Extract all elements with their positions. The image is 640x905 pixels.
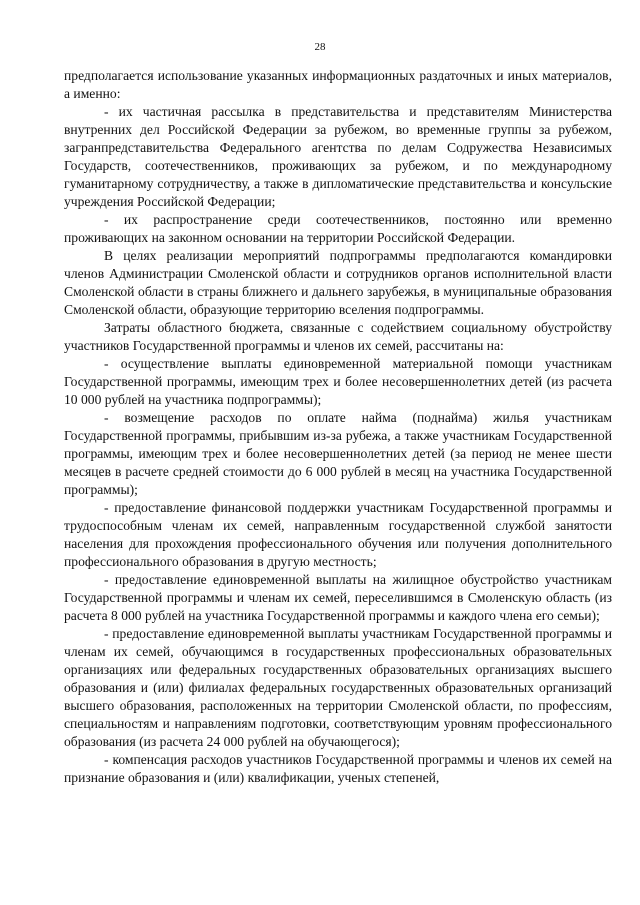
page-number: 28 [314, 41, 326, 53]
list-item-housing-rent: - возмещение расходов по оплате найма (поднайма) жилья участникам Государственной программы, прибывшим из-за рубежа, а также участникам Государственной программы, имеющим трех и более несовершеннолетних детей (за период не менее шести месяцев в расчете средней стоимости до 6 000 рублей в месяц на участника Государственной программы); [64, 410, 612, 497]
paragraph-continuation: предполагается использование указанных информационных раздаточных и иных материалов, а именно: [64, 68, 612, 101]
paragraph-business-trips: В целях реализации мероприятий подпрограммы предполагаются командировки членов Администрации Смоленской области и сотрудников органов исполнительной власти Смоленской области в страны ближнего и дальнего зарубежья, в муниципальные образования Смоленской области, образующие территорию вселения подпрограммы. [64, 248, 612, 317]
body-text [64, 67, 612, 787]
list-item-qualification-compensation: - компенсация расходов участников Государственной программы и членов их семей на признание образования и (или) квалификации, ученых степеней, [64, 752, 612, 785]
list-item-distribution: - их частичная рассылка в представительства и представителям Министерства внутренних дел Российской Федерации за рубежом, во временные группы за рубежом, загранпредставительства Федерального агентства по делам Содружества Независимых Государств, соотечественников, проживающих за рубежом, и по международному гуманитарному сотрудничеству, а также в дипломатические представительства и консульские учреждения Российской Федерации; [64, 104, 612, 209]
list-item-housing-payment: - предоставление единовременной выплаты на жилищное обустройство участникам Государственной программы и членам их семей, переселившимся в Смоленскую область (из расчета 8 000 рублей на участника Государственной программы и каждого члена его семьи); [64, 572, 612, 623]
list-item-material-assistance: - осуществление выплаты единовременной материальной помощи участникам Государственной программы, имеющим трех и более несовершеннолетних детей (из расчета 10 000 рублей на участника подпрограммы); [64, 356, 612, 407]
list-item-education-payment: - предоставление единовременной выплаты участникам Государственной программы и членам их семей, обучающимся в государственных профессиональных образовательных организациях или федеральных государственных образовательных организациях высшего образования и (или) филиалах федеральных государственных образовательных организаций высшего образования, расположенных на территории Смоленской области, по профессиям, специальностям и направлениям подготовки, соответствующим уровням профессионального образования (из расчета 24 000 рублей на обучающегося); [64, 626, 612, 749]
list-item-dissemination: - их распространение среди соотечественников, постоянно или временно проживающих на законном основании на территории Российской Федерации. [64, 212, 612, 245]
list-item-training-support: - предоставление финансовой поддержки участникам Государственной программы и трудоспособным членам их семей, направленным государственной службой занятости населения для прохождения профессионального обучения или получения дополнительного профессионального образования в другую местность; [64, 500, 612, 569]
paragraph-budget-costs: Затраты областного бюджета, связанные с содействием социальному обустройству участников Государственной программы и членов их семей, рассчитаны на: [64, 320, 612, 353]
